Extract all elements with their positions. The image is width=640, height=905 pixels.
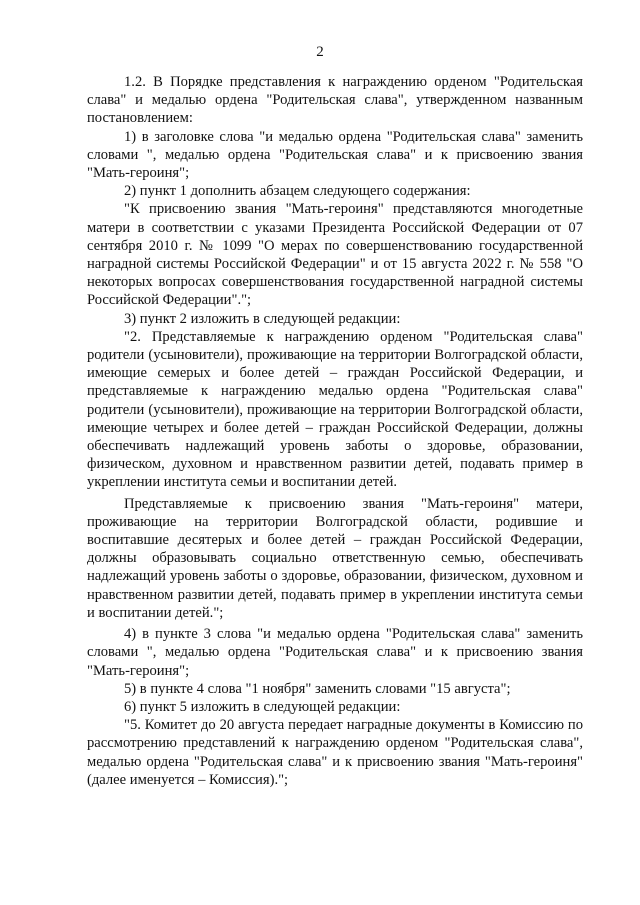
paragraph-item-3: 3) пункт 2 изложить в следующей редакции: bbox=[124, 310, 401, 327]
paragraph-item-6: 6) пункт 5 изложить в следующей редакции: bbox=[124, 698, 401, 715]
paragraph-1-2-intro: 1.2. В Порядке представления к награждению орденом "Родительская слава" и медалью ордена "Родительская слава", утвержденном названным постановлением: bbox=[87, 74, 583, 127]
paragraph-item-5: 5) в пункте 4 слова "1 ноября" заменить словами "15 августа"; bbox=[124, 680, 511, 697]
paragraph-item-3-quote: "2. Представляемые к награждению орденом "Родительская слава" родители (усыновители), проживающие на территории Волгоградской области, имеющие семерых и более детей – граждан Российской Федерации, и представляемые к награждению медалью ордена "Родительская слава" родители (усыновители), проживающие на территории Волгоградской области, имеющие четырех и более детей – граждан Российской Федерации, должны обеспечивать надлежащий уровень заботы о здоровье, образовании, физическом, духовном и нравственном развитии детей, подавать пример в укреплении института семьи и воспитании детей. bbox=[87, 328, 583, 491]
document-body bbox=[87, 73, 583, 789]
paragraph-item-4: 4) в пункте 3 слова "и медалью ордена "Родительская слава" заменить словами ", медалью ордена "Родительская слава" и к присвоению звания "Мать-героиня"; bbox=[87, 626, 583, 679]
paragraph-item-2-quote: "К присвоению звания "Мать-героиня" представляются многодетные матери в соответствии с указами Президента Российской Федерации от 07 сентября 2010 г. № 1099 "О мерах по совершенствованию государственной наградной системы Российской Федерации" и от 15 августа 2022 г. № 558 "О некоторых вопросах совершенствования государственной наградной системы Российской Федерации"."; bbox=[87, 201, 583, 309]
paragraph-item-6-quote: "5. Комитет до 20 августа передает наградные документы в Комиссию по рассмотрению представлений к награждению орденом "Родительская слава", медалью ордена "Родительская слава" и к присвоению звания "Мать-героиня" (далее именуется – Комиссия)."; bbox=[87, 717, 583, 788]
paragraph-item-3-quote-continued: Представляемые к присвоению звания "Мать-героиня" матери, проживающие на территории Волгоградской области, родившие и воспитавшие десятерых и более детей – граждан Российской Федерации, должны образовывать социально ответственную семью, обеспечивать надлежащий уровень заботы о здоровье, образовании, физическом, духовном и нравственном развитии детей, подавать пример в укреплении института семьи и воспитании детей."; bbox=[87, 495, 583, 621]
paragraph-item-2: 2) пункт 1 дополнить абзацем следующего содержания: bbox=[124, 183, 471, 200]
page-number: 2 bbox=[316, 44, 324, 60]
paragraph-item-1: 1) в заголовке слова "и медалью ордена "Родительская слава" заменить словами ", медалью ордена "Родительская слава" и к присвоению звания "Мать-героиня"; bbox=[87, 128, 583, 182]
